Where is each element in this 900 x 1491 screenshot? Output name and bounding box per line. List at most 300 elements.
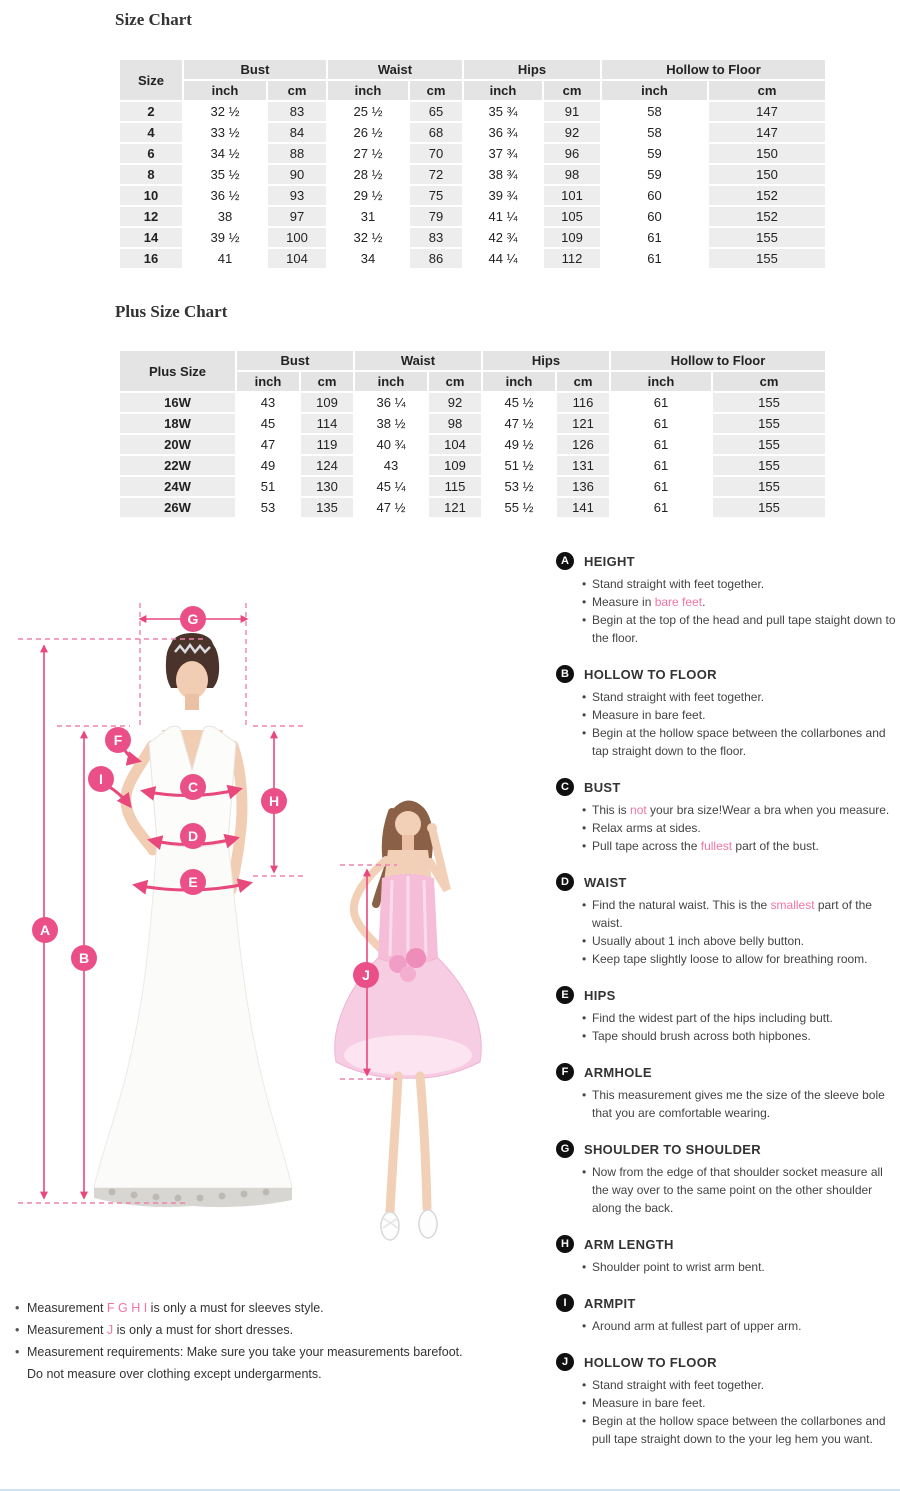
value-cell: 45 ¼ [355, 477, 427, 496]
plain-text: Measurement requirements: Make sure you take your measurements barefoot. [27, 1345, 463, 1359]
measure-badge-a [32, 917, 58, 943]
instruction-title: ARMHOLE [584, 1064, 652, 1080]
instruction-bullet-list [556, 896, 900, 968]
instruction-section [556, 873, 900, 968]
plain-text: Now from the edge of that shoulder socket measure all the way over to the same point on the other shoulder along the back. [592, 1165, 883, 1215]
size-cell: 8 [120, 165, 182, 184]
value-cell: 34 ½ [184, 144, 266, 163]
plain-text: Do not measure over clothing except undergarments. [27, 1367, 322, 1381]
measure-group-header: Waist [328, 60, 462, 79]
value-cell: 155 [713, 414, 825, 433]
value-cell: 43 [237, 393, 299, 412]
instruction-title: HIPS [584, 987, 616, 1003]
svg-text:B: B [78, 950, 90, 966]
header-unit-row [120, 81, 825, 100]
instruction-bullet [582, 1412, 900, 1448]
plain-text: Measure in bare feet. [592, 1396, 706, 1410]
value-cell: 35 ½ [184, 165, 266, 184]
value-cell: 61 [611, 477, 711, 496]
value-cell: 84 [268, 123, 326, 142]
value-cell: 25 ½ [328, 102, 408, 121]
value-cell: 88 [268, 144, 326, 163]
svg-text:A: A [39, 922, 51, 938]
header-group-row [120, 351, 825, 370]
size-chart-table-body [120, 102, 825, 268]
plain-text: Stand straight with feet together. [592, 577, 765, 591]
value-cell: 68 [410, 123, 462, 142]
highlight-pink-text: smallest [770, 898, 815, 912]
plain-text: Stand straight with feet together. [592, 1378, 765, 1392]
value-cell: 79 [410, 207, 462, 226]
value-cell: 121 [557, 414, 609, 433]
instruction-title: WAIST [584, 874, 627, 890]
plain-text: Begin at the top of the head and pull tape staight down to the floor. [592, 613, 896, 645]
instruction-heading [556, 778, 900, 796]
svg-text:I: I [99, 771, 103, 787]
plain-text: Measurement [27, 1301, 107, 1315]
unit-header: inch [184, 81, 266, 100]
measure-badge-b [71, 945, 97, 971]
value-cell: 155 [713, 435, 825, 454]
value-cell: 65 [410, 102, 462, 121]
value-cell: 90 [268, 165, 326, 184]
plain-text: This is [592, 803, 631, 817]
table-row [120, 186, 825, 205]
instruction-bullet-list [556, 575, 900, 647]
plus-size-chart-table-body [120, 393, 825, 517]
table-row [120, 228, 825, 247]
instruction-bullet-list [556, 1086, 900, 1122]
table-row [120, 456, 825, 475]
value-cell: 38 ½ [355, 414, 427, 433]
table-row [120, 123, 825, 142]
value-cell: 41 ¼ [464, 207, 542, 226]
plain-text: is only a must for short dresses. [113, 1323, 294, 1337]
value-cell: 124 [301, 456, 353, 475]
letter-badge: F [556, 1063, 574, 1081]
value-cell: 152 [709, 186, 825, 205]
unit-header: inch [355, 372, 427, 391]
value-cell: 136 [557, 477, 609, 496]
instruction-title: HEIGHT [584, 553, 635, 569]
svg-text:H: H [268, 793, 280, 809]
value-cell: 31 [328, 207, 408, 226]
value-cell: 155 [713, 456, 825, 475]
table-row [120, 414, 825, 433]
value-cell: 61 [611, 414, 711, 433]
value-cell: 61 [611, 498, 711, 517]
instruction-bullet [582, 1027, 900, 1045]
value-cell: 36 ¾ [464, 123, 542, 142]
unit-header: cm [268, 81, 326, 100]
size-cell: 18W [120, 414, 235, 433]
plain-text: Pull tape across the [592, 839, 701, 853]
instruction-heading [556, 1140, 900, 1158]
value-cell: 55 ½ [483, 498, 555, 517]
instruction-bullet [582, 896, 900, 932]
unit-header: inch [237, 372, 299, 391]
value-cell: 119 [301, 435, 353, 454]
instruction-section [556, 778, 900, 855]
value-cell: 114 [301, 414, 353, 433]
value-cell: 92 [429, 393, 481, 412]
instruction-bullet-list [556, 688, 900, 760]
value-cell: 98 [544, 165, 600, 184]
plain-text: part of the bust. [732, 839, 819, 853]
value-cell: 49 [237, 456, 299, 475]
value-cell: 51 [237, 477, 299, 496]
table-row [120, 102, 825, 121]
instruction-section [556, 1235, 900, 1276]
table-row [120, 435, 825, 454]
unit-header: inch [328, 81, 408, 100]
size-cell: 16W [120, 393, 235, 412]
instruction-heading [556, 1353, 900, 1371]
table-row [120, 165, 825, 184]
value-cell: 33 ½ [184, 123, 266, 142]
value-cell: 100 [268, 228, 326, 247]
measurement-notes [13, 1297, 533, 1385]
plain-text: Tape should brush across both hipbones. [592, 1029, 811, 1043]
svg-text:D: D [187, 828, 199, 844]
value-cell: 28 ½ [328, 165, 408, 184]
instruction-bullet [582, 688, 900, 706]
value-cell: 83 [410, 228, 462, 247]
unit-header: cm [557, 372, 609, 391]
unit-header: cm [709, 81, 825, 100]
value-cell: 126 [557, 435, 609, 454]
value-cell: 61 [602, 249, 707, 268]
value-cell: 51 ½ [483, 456, 555, 475]
value-cell: 36 ¼ [355, 393, 427, 412]
measure-group-header: Hips [483, 351, 609, 370]
table-row [120, 393, 825, 412]
instruction-title: SHOULDER TO SHOULDER [584, 1141, 761, 1157]
size-cell: 26W [120, 498, 235, 517]
value-cell: 104 [429, 435, 481, 454]
value-cell: 115 [429, 477, 481, 496]
instruction-heading [556, 1235, 900, 1253]
table-row [120, 144, 825, 163]
instruction-bullet [582, 837, 900, 855]
instruction-bullet [582, 819, 900, 837]
plain-text: Find the natural waist. This is the [592, 898, 771, 912]
value-cell: 130 [301, 477, 353, 496]
value-cell: 152 [709, 207, 825, 226]
value-cell: 150 [709, 144, 825, 163]
value-cell: 135 [301, 498, 353, 517]
measure-badge-h [261, 788, 287, 814]
plain-text: your bra size!Wear a bra when you measure. [646, 803, 890, 817]
instruction-bullet [582, 932, 900, 950]
letter-badge: G [556, 1140, 574, 1158]
instruction-bullet [582, 950, 900, 968]
value-cell: 116 [557, 393, 609, 412]
value-cell: 141 [557, 498, 609, 517]
value-cell: 60 [602, 186, 707, 205]
letter-badge: I [556, 1294, 574, 1312]
size-chart-title: Size Chart [115, 10, 192, 29]
size-cell: 20W [120, 435, 235, 454]
plain-text: Relax arms at sides. [592, 821, 701, 835]
value-cell: 96 [544, 144, 600, 163]
measure-group-header: Hips [464, 60, 600, 79]
measure-badge-e [180, 869, 206, 895]
value-cell: 61 [611, 456, 711, 475]
value-cell: 43 [355, 456, 427, 475]
instruction-bullet-list [556, 1317, 900, 1335]
instruction-bullet [582, 724, 900, 760]
size-chart-table-head [120, 60, 825, 100]
plain-text: Measure in bare feet. [592, 708, 706, 722]
value-cell: 92 [544, 123, 600, 142]
value-cell: 93 [268, 186, 326, 205]
instruction-bullet [582, 1376, 900, 1394]
instruction-title: ARMPIT [584, 1295, 636, 1311]
value-cell: 27 ½ [328, 144, 408, 163]
instruction-bullet-list [556, 1163, 900, 1217]
plain-text: is only a must for sleeves style. [147, 1301, 324, 1315]
short-dress-figure [335, 800, 481, 1240]
measure-group-header: Hollow to Floor [611, 351, 825, 370]
value-cell: 59 [602, 165, 707, 184]
value-cell: 38 [184, 207, 266, 226]
size-cell: 2 [120, 102, 182, 121]
value-cell: 155 [709, 228, 825, 247]
instruction-section [556, 1140, 900, 1217]
value-cell: 72 [410, 165, 462, 184]
size-cell: 6 [120, 144, 182, 163]
size-cell: 12 [120, 207, 182, 226]
instruction-bullet [582, 1163, 900, 1217]
table-row [120, 249, 825, 268]
value-cell: 58 [602, 102, 707, 121]
instruction-heading [556, 552, 900, 570]
instruction-bullet [582, 611, 900, 647]
plain-text: Begin at the hollow space between the collarbones and tap straight down to the floor. [592, 726, 886, 758]
instruction-bullet [582, 1009, 900, 1027]
instruction-bullet [582, 706, 900, 724]
plus-size-chart-title: Plus Size Chart [115, 302, 228, 321]
instruction-section [556, 1063, 900, 1122]
measure-badge-j [353, 962, 379, 988]
unit-header: cm [713, 372, 825, 391]
unit-header: cm [429, 372, 481, 391]
note-line [13, 1341, 533, 1363]
plain-text: Keep tape slightly loose to allow for breathing room. [592, 952, 868, 966]
plain-text: Usually about 1 inch above belly button. [592, 934, 805, 948]
size-cell: 10 [120, 186, 182, 205]
letter-badge: J [556, 1353, 574, 1371]
value-cell: 150 [709, 165, 825, 184]
bride-figure [94, 633, 292, 1207]
letter-badge: B [556, 665, 574, 683]
value-cell: 26 ½ [328, 123, 408, 142]
value-cell: 86 [410, 249, 462, 268]
measure-badge-f [105, 727, 131, 753]
value-cell: 35 ¾ [464, 102, 542, 121]
plain-text: Stand straight with feet together. [592, 690, 765, 704]
unit-header: inch [464, 81, 542, 100]
instruction-section [556, 1294, 900, 1335]
plain-text: Begin at the hollow space between the collarbones and pull tape straight down to the your leg hem you want. [592, 1414, 886, 1446]
highlight-pink-text: F G H I [106, 1301, 148, 1315]
value-cell: 53 [237, 498, 299, 517]
instruction-bullet [582, 1317, 900, 1335]
size-column-header: Plus Size [120, 351, 235, 391]
svg-text:G: G [187, 611, 199, 627]
plus-size-chart-table-head [120, 351, 825, 391]
value-cell: 41 [184, 249, 266, 268]
measurement-diagram [0, 560, 555, 1291]
plain-text: Shoulder point to wrist arm bent. [592, 1260, 765, 1274]
unit-header: inch [611, 372, 711, 391]
measuring-instructions [556, 552, 900, 1466]
value-cell: 104 [268, 249, 326, 268]
value-cell: 112 [544, 249, 600, 268]
plain-text: Around arm at fullest part of upper arm. [592, 1319, 802, 1333]
value-cell: 58 [602, 123, 707, 142]
instruction-heading [556, 873, 900, 891]
svg-text:J: J [362, 967, 370, 983]
instruction-heading [556, 665, 900, 683]
value-cell: 98 [429, 414, 481, 433]
instruction-bullet [582, 1086, 900, 1122]
instruction-bullet-list [556, 1376, 900, 1448]
plus-size-chart-table [118, 349, 827, 519]
value-cell: 61 [611, 435, 711, 454]
value-cell: 155 [713, 498, 825, 517]
instruction-title: BUST [584, 779, 621, 795]
note-line [13, 1319, 533, 1341]
instruction-bullet [582, 593, 900, 611]
table-row [120, 498, 825, 517]
value-cell: 109 [429, 456, 481, 475]
value-cell: 70 [410, 144, 462, 163]
unit-header: inch [483, 372, 555, 391]
highlight-pink-text: bare feet [654, 595, 703, 609]
instruction-bullet [582, 801, 900, 819]
measure-group-header: Bust [184, 60, 326, 79]
plain-text: Measurement [27, 1323, 107, 1337]
letter-badge: D [556, 873, 574, 891]
plain-text: Measure in [592, 595, 655, 609]
instruction-title: ARM LENGTH [584, 1236, 674, 1252]
size-cell: 14 [120, 228, 182, 247]
highlight-pink-text: J [106, 1323, 114, 1337]
instruction-section [556, 1353, 900, 1448]
value-cell: 34 [328, 249, 408, 268]
value-cell: 36 ½ [184, 186, 266, 205]
value-cell: 44 ¼ [464, 249, 542, 268]
measure-group-header: Bust [237, 351, 353, 370]
instruction-bullet-list [556, 1258, 900, 1276]
value-cell: 109 [301, 393, 353, 412]
instruction-title: HOLLOW TO FLOOR [584, 1354, 717, 1370]
letter-badge: H [556, 1235, 574, 1253]
value-cell: 29 ½ [328, 186, 408, 205]
value-cell: 45 [237, 414, 299, 433]
value-cell: 91 [544, 102, 600, 121]
value-cell: 38 ¾ [464, 165, 542, 184]
value-cell: 47 ½ [355, 498, 427, 517]
value-cell: 147 [709, 123, 825, 142]
size-cell: 4 [120, 123, 182, 142]
instruction-heading [556, 986, 900, 1004]
measure-group-header: Hollow to Floor [602, 60, 825, 79]
value-cell: 42 ¾ [464, 228, 542, 247]
highlight-pink-text: not [630, 803, 647, 817]
note-line [13, 1363, 533, 1385]
instruction-bullet [582, 1258, 900, 1276]
size-cell: 22W [120, 456, 235, 475]
instruction-bullet [582, 575, 900, 593]
value-cell: 155 [713, 393, 825, 412]
instruction-heading [556, 1063, 900, 1081]
svg-text:C: C [187, 779, 199, 795]
value-cell: 47 [237, 435, 299, 454]
value-cell: 155 [713, 477, 825, 496]
instruction-section [556, 552, 900, 647]
value-cell: 37 ¾ [464, 144, 542, 163]
value-cell: 131 [557, 456, 609, 475]
table-row [120, 477, 825, 496]
size-chart-table [118, 58, 827, 270]
unit-header: cm [544, 81, 600, 100]
instruction-heading [556, 1294, 900, 1312]
value-cell: 61 [602, 228, 707, 247]
value-cell: 83 [268, 102, 326, 121]
highlight-pink-text: fullest [700, 839, 733, 853]
value-cell: 49 ½ [483, 435, 555, 454]
value-cell: 39 ½ [184, 228, 266, 247]
size-column-header: Size [120, 60, 182, 100]
plain-text: . [702, 595, 706, 609]
unit-header: inch [602, 81, 707, 100]
plain-text: This measurement gives me the size of the sleeve bole that you are comfortable wearing. [592, 1088, 885, 1120]
unit-header: cm [410, 81, 462, 100]
plain-text: part of the waist. [592, 898, 872, 930]
letter-badge: A [556, 552, 574, 570]
value-cell: 32 ½ [184, 102, 266, 121]
size-cell: 24W [120, 477, 235, 496]
measure-badge-i [88, 766, 114, 792]
value-cell: 53 ½ [483, 477, 555, 496]
svg-text:E: E [188, 874, 198, 890]
measure-badge-g [180, 606, 206, 632]
instruction-section [556, 665, 900, 760]
header-group-row [120, 60, 825, 79]
value-cell: 40 ¾ [355, 435, 427, 454]
value-cell: 60 [602, 207, 707, 226]
value-cell: 109 [544, 228, 600, 247]
value-cell: 97 [268, 207, 326, 226]
size-cell: 16 [120, 249, 182, 268]
instruction-bullet [582, 1394, 900, 1412]
value-cell: 121 [429, 498, 481, 517]
value-cell: 101 [544, 186, 600, 205]
value-cell: 59 [602, 144, 707, 163]
instruction-title: HOLLOW TO FLOOR [584, 666, 717, 682]
measure-badge-c [180, 774, 206, 800]
value-cell: 147 [709, 102, 825, 121]
plain-text: Find the widest part of the hips including butt. [592, 1011, 833, 1025]
value-cell: 45 ½ [483, 393, 555, 412]
value-cell: 105 [544, 207, 600, 226]
instruction-bullet-list [556, 1009, 900, 1045]
letter-badge: C [556, 778, 574, 796]
table-row [120, 207, 825, 226]
